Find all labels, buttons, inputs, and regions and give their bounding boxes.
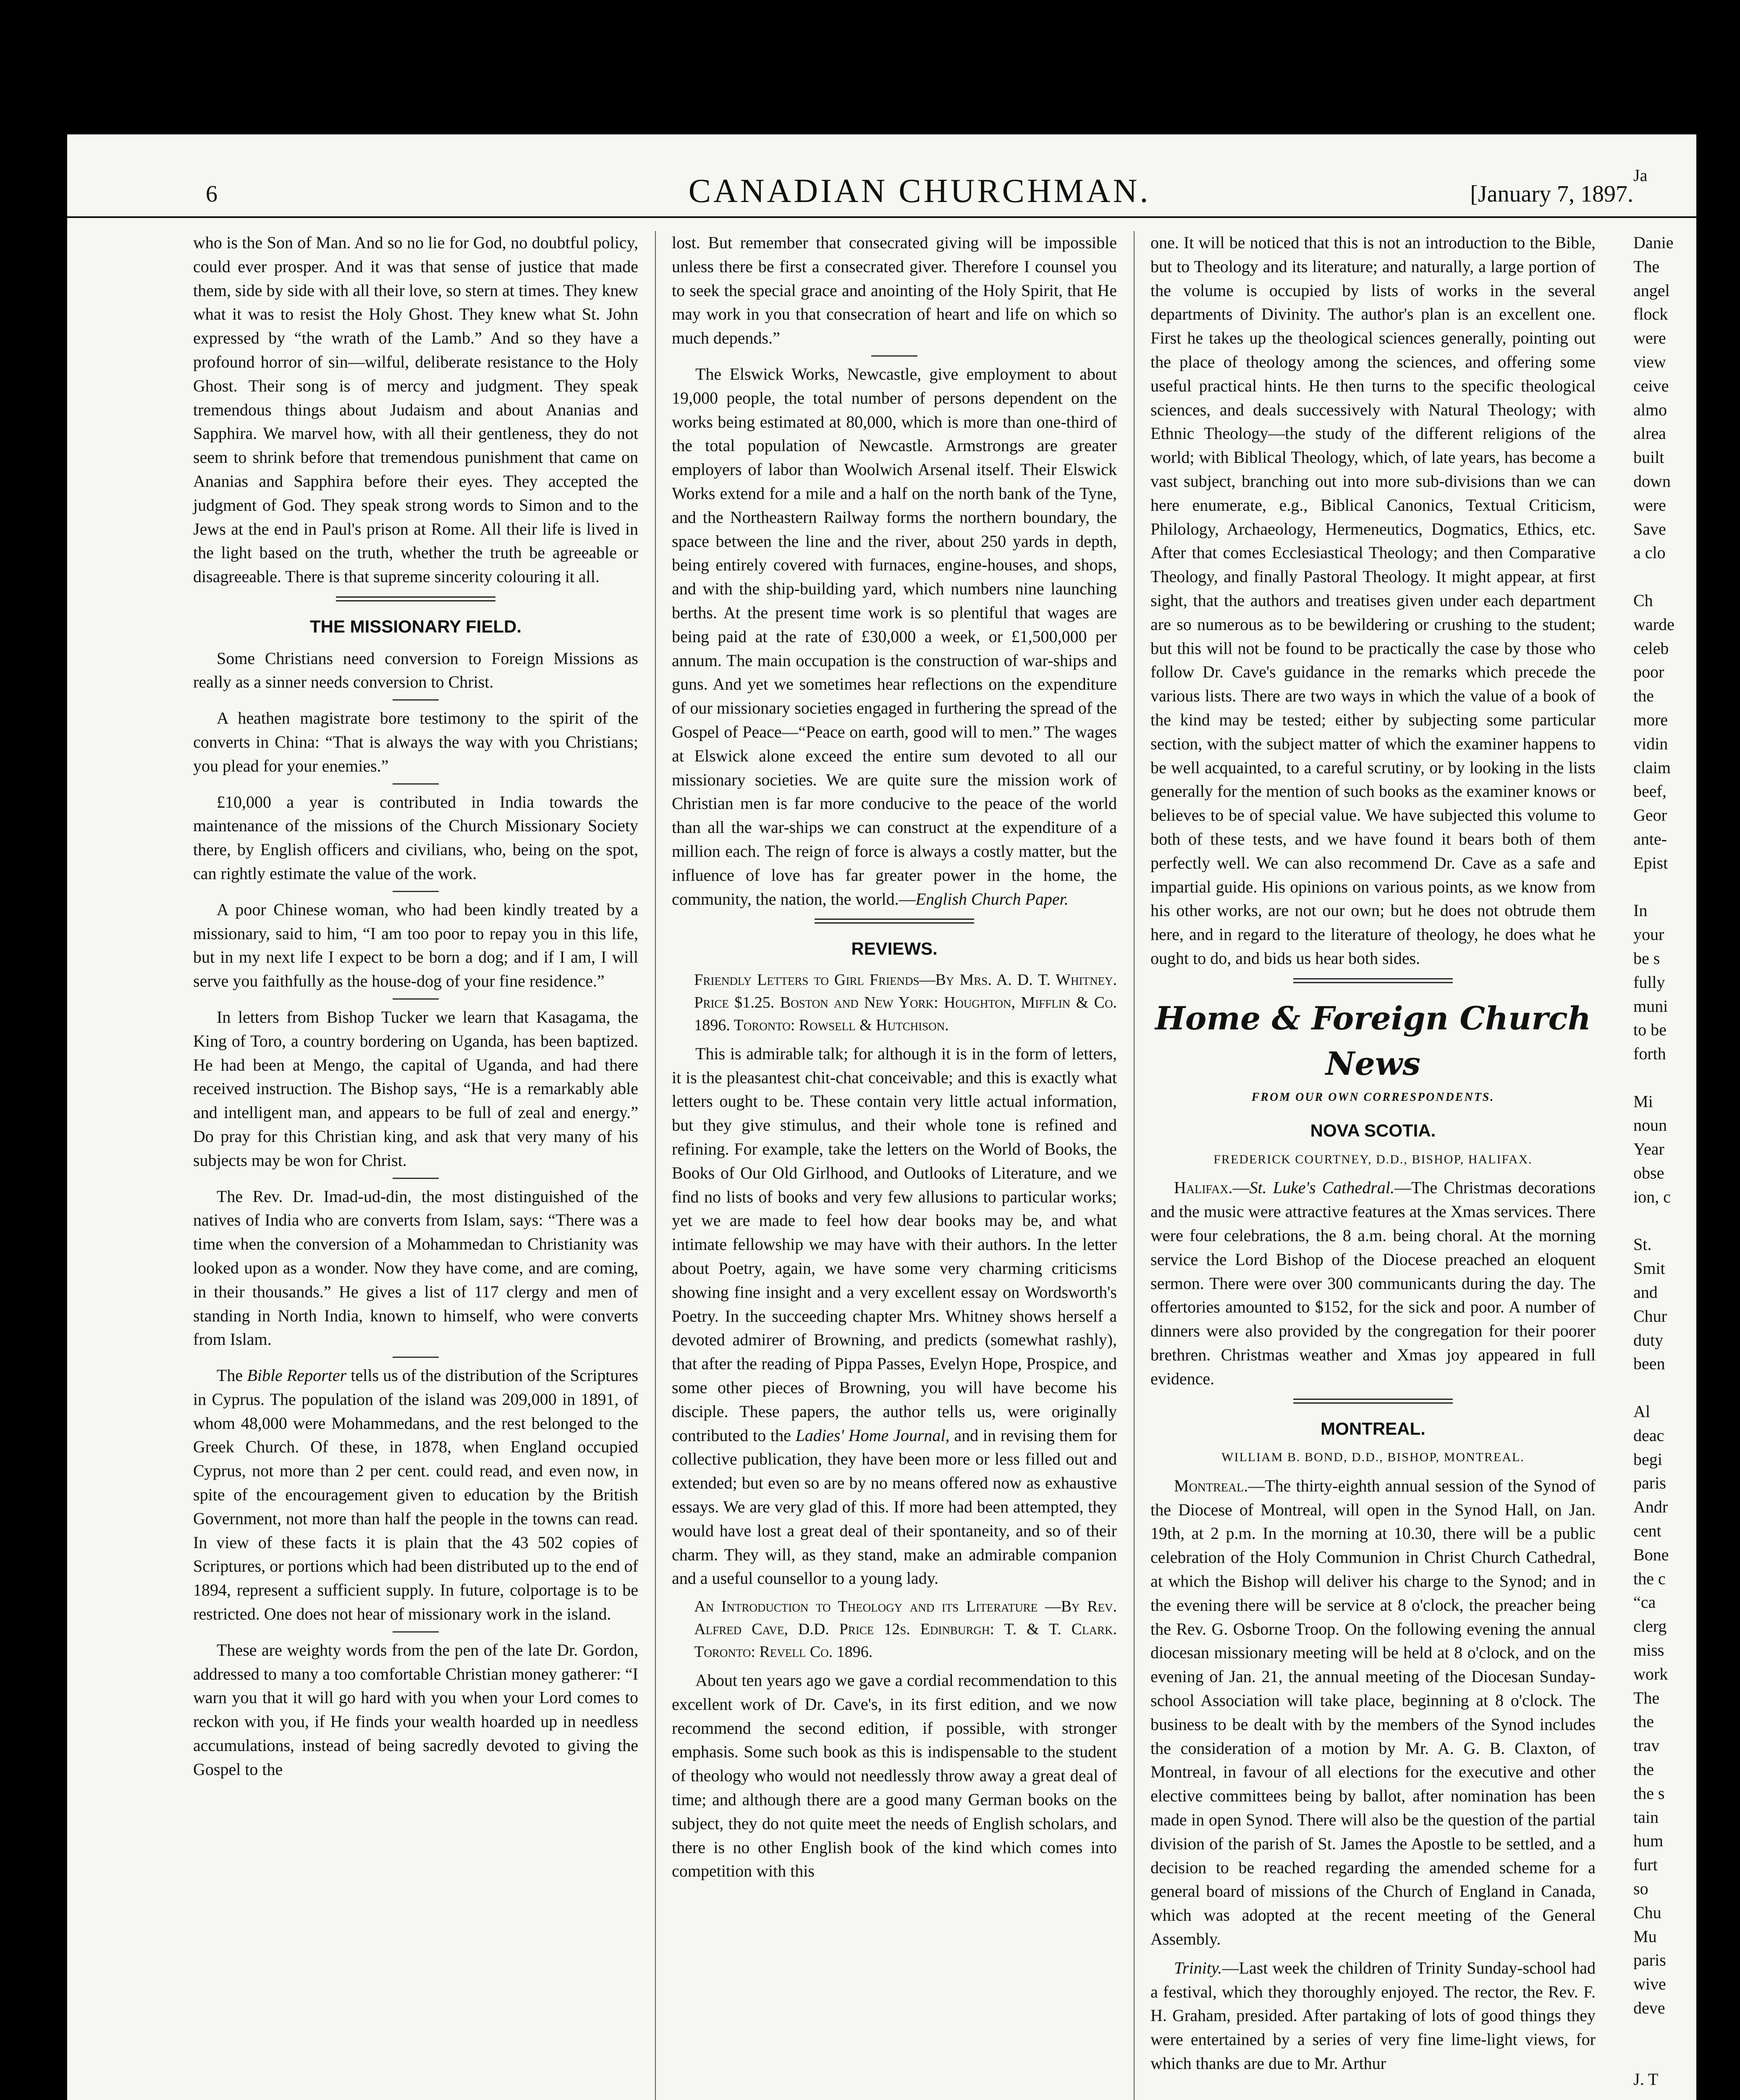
place-name: Halifax.: [1174, 1178, 1233, 1197]
edge-fragment: Geor: [1633, 806, 1667, 825]
diocese-heading-montreal: MONTREAL.: [1321, 1418, 1426, 1438]
edge-fragment: cent: [1633, 1521, 1661, 1541]
edge-fragment: Bone: [1633, 1545, 1669, 1564]
publication-title: Ladies' Home Journal: [795, 1425, 946, 1445]
edge-fragment: begi: [1633, 1449, 1662, 1469]
film-mark-2: [1556, 0, 1568, 50]
edge-fragment: [1633, 1376, 1717, 1400]
edge-fragment: work: [1633, 1664, 1668, 1683]
church-news-banner: Home & Foreign Church News: [1155, 999, 1591, 1082]
news-paragraph: [1150, 1956, 1596, 2076]
newspaper-title: CANADIAN CHURCHMAN.: [688, 173, 1151, 210]
edge-fragment: were: [1633, 495, 1666, 514]
item-divider: [393, 783, 439, 785]
edge-fragment: be s: [1633, 948, 1660, 968]
edge-fragment: wive: [1633, 1974, 1666, 1994]
bishop-line: WILLIAM B. BOND, D.D., BISHOP, MONTREAL.: [1221, 1450, 1525, 1465]
edge-fragment: [1633, 2044, 1717, 2068]
column-3: [1150, 231, 1596, 2100]
edge-fragment: Save: [1633, 519, 1666, 538]
edge-fragment: built: [1633, 448, 1664, 467]
newspaper-page: [67, 134, 1696, 2100]
edge-fragment: were: [1633, 328, 1666, 348]
item-divider: [393, 1357, 439, 1358]
edge-fragment: celeb: [1633, 638, 1669, 658]
masthead: [206, 164, 1633, 210]
missionary-item: £10,000 a year is contributed in India towards the maintenance of the missions of the Church Missionary Society there, by English officers and civilians, who, being on the spot, can rightly estimate the value of the work.: [193, 792, 638, 883]
edge-fragment: J. T: [1633, 2070, 1659, 2089]
edge-fragment: almo: [1633, 400, 1667, 419]
edge-fragment: so: [1633, 1879, 1648, 1898]
edge-fragment: the: [1633, 686, 1654, 706]
column-rule-right: [1134, 231, 1135, 2100]
section-heading-missionary-field: THE MISSIONARY FIELD.: [309, 616, 522, 636]
review-paragraph: [672, 1042, 1117, 1591]
edge-fragment: Andr: [1633, 1497, 1668, 1517]
place-name: Montreal.: [1174, 1476, 1248, 1495]
column-rule-left: [655, 231, 656, 2100]
missionary-item: In letters from Bishop Tucker we learn that Kasagama, the King of Toro, a country bordering on Uganda, has been baptized. He had been at Mengo, the capital of Uganda, and had there received instruction. The Bishop says, “He is a remarkably able and intelligent man, and appears to be full of zeal and energy.” Do pray for this Christian king, and ask that very many of his subjects may be won for Christ.: [193, 1007, 638, 1170]
missionary-item: A poor Chinese woman, who had been kindly treated by a missionary, said to him, “I am too poor to repay you in this life, but in my next life I expect to be born a dog; and if I am, I will serve you faithfully as the house-dog of your fine residence.”: [193, 900, 638, 991]
edge-fragment: the s: [1633, 1783, 1665, 1803]
edge-fragment: the c: [1633, 1569, 1666, 1588]
edge-fragment: [1633, 1209, 1717, 1233]
bishop-line: FREDERICK COURTNEY, D.D., BISHOP, HALIFAX.: [1213, 1152, 1533, 1166]
missionary-item: These are weighty words from the pen of the late Dr. Gordon, addressed to many a too comfortable Christian money gatherer: “I warn you that it will go hard with you when your Lord comes to reckon with you, if He finds your wealth hoarded up in needless accumulations, instead of being sacredly devoted to giving the Gospel to the: [193, 1640, 638, 1779]
review-paragraph: About ten years ago we gave a cordial recommendation to this excellent work of Dr. Cave's, in its first edition, and we now recommend the second edition, if possible, with stronger emphasis. Some such book as this is indispensable to the student of theology who would not needlessly throw away a great deal of time; and although there are a good many German books on the subject, they do not quite meet the needs of English scholars, and there is no other English book of the kind which comes into competition with this: [672, 1670, 1117, 1881]
edge-fragment: your: [1633, 925, 1664, 944]
edge-fragment: Al: [1633, 1402, 1650, 1421]
review-paragraph: one. It will be noticed that this is not an introduction to the Bible, but to Theology and its literature; and naturally, a large portion of the volume is occupied by lists of works in the several departments of Divinity. The author's plan is an excellent one. First he takes up the theological sciences generally, pointing out the place of theology among the sciences, and offering some useful practical hints. He then turns to the specific theological sciences, and deals successively with Natural Theology; with Ethnic Theology—the study of the different religions of the world; with Biblical Theology, which, of late years, has become a vast subject, branching out into more sub-divisions than we can here enumerate, e.g., Biblical Canonics, Textual Criticism, Philology, Archaeology, Hermeneutics, Dogmatics, Ethics, etc. After that comes Ecclesiastical Theology; and then Comparative Theology, and finally Pastoral Theology. It might appear, at first sight, that the authors and treatises given under each department are so numerous as to be bewildering or crushing to the student; but this will not be found to be practically the case by those who follow Dr. Cave's guidance in the remarks which precede the various lists. There are two ways in which the value of a book of the kind may be tested; either by subjecting some particular section, with the subject matter of which the examiner happens to be well acquainted, to a careful scrutiny, or by looking in the lists generally for the mention of such books as the examiner knows or believes to be of special value. We have subjected this volume to both of these tests, and we have found it bears both of them perfectly well. We can also recommend Dr. Cave as a safe and impartial guide. His opinions on various points, as we know from his other works, are not our own; but he does not obtrude them here, and in regard to the literature of theology, he does what he ought to do, and bids us hear both sides.: [1150, 233, 1596, 968]
text-run: The: [217, 1366, 247, 1385]
header-rule: [67, 216, 1696, 218]
edge-fragment: Mi: [1633, 1092, 1653, 1111]
edge-fragment: and: [1633, 1283, 1658, 1302]
edge-fragment: alrea: [1633, 424, 1666, 443]
section-divider: [336, 596, 495, 601]
edge-fragment: [1633, 2092, 1717, 2100]
edge-fragment: the: [1633, 1712, 1654, 1731]
edge-fragment: In: [1633, 901, 1648, 920]
text-run: —Last week the children of Trinity Sunday-school had a festival, which they thoroughly enjoyed. The rector, the Rev. F. H. Graham, presided. After partaking of lots of good things they were entertained by a series of very fine lime-light views, for which thanks are due to Mr. Arthur: [1150, 1958, 1596, 2073]
item-divider: [393, 998, 439, 1000]
item-divider: [393, 699, 439, 701]
edge-fragment: paris: [1633, 1950, 1666, 1970]
news-paragraph: [1150, 1474, 1596, 1951]
missionary-item: Some Christians need conversion to Foreign Missions as really as a sinner needs conversion to Christ.: [193, 648, 638, 692]
edge-fragment: ante-: [1633, 829, 1667, 848]
edge-fragment: [1633, 1066, 1717, 1090]
item-divider: [393, 891, 439, 892]
edge-fragment: “ca: [1633, 1593, 1656, 1612]
edge-fragment: a clo: [1633, 543, 1666, 562]
edge-fragment: fully: [1633, 972, 1665, 992]
page-number: 6: [206, 181, 218, 207]
place-name: Trinity.: [1174, 1958, 1222, 1977]
edge-fragment: flock: [1633, 304, 1668, 324]
edge-fragment: down: [1633, 471, 1671, 491]
edge-fragment: Epist: [1633, 853, 1668, 872]
missionary-item: The Rev. Dr. Imad-ud-din, the most distinguished of the natives of India who are converts from Islam, says: “There was a time when the conversion of a Mohammedan to Christianity was looked upon as a wonder. Now they have come, and are coming, in their thousands.” He gives a list of 117 clergy and men of standing in North India, known to himself, who were converts from Islam.: [193, 1186, 638, 1349]
text-run: —The thirty-eighth annual session of the Synod of the Diocese of Montreal, will open in the Synod Hall, on Jan. 19th, at 2 p.m. In the morning at 10.30, there will be a public celebration of the Holy Communion in Christ Church Cathedral, at which the Bishop will deliver his charge to the Synod; and in the evening there will be service at 8 o'clock, the preacher being the Rev. G. Osborne Troop. On the following evening the annual diocesan missionary meeting will be held at 8 o'clock, and on the evening of Jan. 21, the annual meeting of the Diocesan Sunday-school Association will take place, beginning at 8 o'clock. The business to be dealt with by the members of the Synod includes the consideration of a motion by Mr. A. G. B. Claxton, of Montreal, in favour of all elections for the executive and other elective committees being by ballot, after nomination has been made in open Synod. There will also be the question of the partial division of the parish of St. James the Apostle to be settled, and a decision to be reached regarding the amended scheme for a general board of missions of the Church of England in Canada, which was adopted at the recent meeting of the General Assembly.: [1150, 1476, 1596, 1949]
review-heading: Friendly Letters to Girl Friends—By Mrs. A. D. T. Whitney. Price $1.25. Boston and New York: Houghton, Mifflin & Co. 1896. Toronto: Rowsell & Hutchison.: [694, 971, 1117, 1034]
edge-fragment: muni: [1633, 996, 1668, 1016]
edge-fragment: duty: [1633, 1330, 1664, 1349]
review-heading: An Introduction to Theology and its Literature —By Rev. Alfred Cave, D.D. Price 12s. Edinburgh: T. & T. Clark. Toronto: Revell Co. 1896.: [694, 1598, 1117, 1661]
edge-fragment: Year: [1633, 1139, 1664, 1159]
source-attribution: English Church Paper.: [915, 889, 1069, 908]
edge-fragment: Ch: [1633, 591, 1653, 610]
edge-fragment: view: [1633, 352, 1666, 371]
text-run: —The Christmas decorations and the music were attractive features at the Xmas services. There were four celebrations, the 8 a.m. being choral. At the morning service the Lord Bishop of the Diocese preached an eloquent sermon. There were over 300 communicants during the day. The offertories amounted to $152, for the sick and poor. A number of dinners were also provided by the congregation for their poorer brethren. Christmas weather and Xmas joy appeared in full evidence.: [1150, 1178, 1596, 1388]
edge-fragment: The: [1633, 257, 1660, 276]
next-page-header-fragment: Ja: [1633, 166, 1648, 185]
text-run: tells us of the distribution of the Scriptures in Cyprus. The population of the island was 209,000 in 1891, of whom 48,000 were Mohammedans, and the rest belonged to the Greek Church. Of these, in 1878, when England occupied Cyprus, not more than 2 per cent. could read, and even now, in spite of the encouragement given to education by the British Government, not more than half the people in the towns can read. In view of these facts it is plain that the 43 502 copies of Scriptures, or portions which had been distributed up to the end of 1894, represent a sufficient supply. In future, colportage is to be restricted. One does not hear of missionary work in the island.: [193, 1366, 638, 1624]
edge-fragment: [1633, 2020, 1717, 2044]
edge-fragment: Chur: [1633, 1306, 1667, 1326]
correspondents-subtitle: FROM OUR OWN CORRESPONDENTS.: [1251, 1090, 1495, 1104]
edge-fragment: tain: [1633, 1807, 1659, 1827]
edge-fragment: more: [1633, 710, 1668, 729]
article-paragraph: who is the Son of Man. And so no lie for God, no doubtful policy, could ever prosper. And it was that sense of justice that made them, side by side with all their love, so stern at times. They knew what it was to resist the Holy Ghost. They knew what St. John expressed by “the wrath of the Lamb.” And so they have a profound horror of sin—wilful, deliberate resistance to the Holy Ghost. Their song is of mercy and judgment. They speak tremendous things about Judaism and about Ananias and Sapphira. We marvel how, with all their gentleness, they do not seem to shrink before that tremendous punishment that came on Ananias and Sapphira before their eyes. They accepted the judgment of God. They speak strong words to Simon and to the Jews at the end in Paul's prison at Rome. All their life is lived in the light based on the truth, whether the truth be agreeable or disagreeable. There is that supreme sincerity colouring it all.: [193, 233, 638, 586]
edge-fragment: miss: [1633, 1641, 1664, 1660]
news-paragraph: Halifax.—St. Luke's Cathedral.—The Christmas decorations and the music were attractive features at the Xmas services. There were four celebrations, the 8 a.m. being choral. At the morning service the Lord Bishop of the Diocese preached an eloquent sermon. There were over 300 communicants during the day. The offertories amounted to $152, for the sick and poor. A number of dinners were also provided by the congregation for their poorer brethren. Christmas weather and Xmas joy appeared in full evidence.: [1150, 1178, 1596, 1388]
publication-title: Bible Reporter: [247, 1366, 347, 1385]
item-divider: [393, 1178, 439, 1179]
section-divider: [1293, 1399, 1453, 1404]
edge-fragment: been: [1633, 1354, 1665, 1373]
next-page-edge: [1633, 166, 1717, 2100]
edge-fragment: [1633, 565, 1717, 589]
edge-fragment: obse: [1633, 1163, 1664, 1183]
edge-fragment: The: [1633, 1688, 1660, 1707]
edge-fragment: the: [1633, 1760, 1654, 1779]
edge-fragment: ceive: [1633, 376, 1669, 395]
article-paragraph: lost. But remember that consecrated giving will be impossible unless there be first a consecrated giver. Therefore I counsel you to seek the special grace and anointing of the Holy Spirit, that He may work in you that consecration of heart and life on which so much depends.”: [672, 233, 1117, 348]
section-divider: [815, 919, 974, 924]
edge-fragment: Danie: [1633, 233, 1674, 252]
edge-fragment: paris: [1633, 1473, 1666, 1493]
issue-date: [January 7, 1897.: [1470, 181, 1633, 207]
edge-fragment: deve: [1633, 1998, 1665, 2017]
church-name: St. Luke's Cathedral.: [1249, 1178, 1394, 1197]
edge-fragment: Smit: [1633, 1259, 1665, 1278]
edge-fragment: beef,: [1633, 782, 1667, 801]
edge-fragment: clerg: [1633, 1617, 1667, 1636]
text-run: The Elswick Works, Newcastle, give employment to about 19,000 people, the total number of persons dependent on the works being estimated at 80,000, which is more than one-third of the total population of Newcastle. Armstrongs are greater employers of labor than Woolwich Arsenal itself. Their Elswick Works extend for a mile and a half on the north bank of the Tyne, and the Northeastern Railway forms the northern boundary, the space between the line and the river, about 250 yards in depth, being entirely covered with furnaces, engine-houses, and shops, and with the ship-building yard, which numbers nine launching berths. At the present time work is so plentiful that wages are being paid at the rate of £30,000 a week, or £1,500,000 per annum. The main occupation is the construction of war-ships and guns. And yet we sometimes hear reflections on the expenditure of our missionary societies engaged in furthering the spread of the Gospel of Peace—“Peace on earth, good will to men.” The wages at Elswick alone exceed the entire sum devoted to all our missionary societies. We are quite sure the mission work of Christian men is far more conducive to the peace of the world than all the war-ships we can construct at the expenditure of a million each. The reign of force is always a costly matter, but the influence of love has far greater power in the home, the community, the nation, the world.—: [672, 364, 1117, 908]
missionary-item: A heathen magistrate bore testimony to the spirit of the converts in China: “That is always the way with you Christians; you plead for your enemies.”: [193, 709, 638, 775]
edge-fragment: St.: [1633, 1235, 1652, 1254]
film-mark-1: [1535, 0, 1547, 50]
edge-fragment: deac: [1633, 1425, 1664, 1445]
section-divider: [1293, 978, 1453, 983]
column-2: [672, 231, 1117, 2100]
column-1: [193, 231, 638, 2100]
edge-fragment: claim: [1633, 758, 1671, 777]
text-run: , and in revising them for collective publication, they have been more or less filled out and extended; but even so are by no means offered now as exhaustive essays. We are very glad of this. If more had been attempted, they would have lost a great deal of their spontaneity, and so of their charm. They will, as they stand, make an admirable companion and a useful counsellor to a young lady.: [672, 1425, 1117, 1588]
edge-fragment: noun: [1633, 1116, 1667, 1135]
edge-fragment: furt: [1633, 1855, 1658, 1874]
section-heading-reviews: REVIEWS.: [851, 939, 938, 959]
edge-fragment: warde: [1633, 614, 1674, 634]
edge-fragment: trav: [1633, 1736, 1660, 1755]
item-divider: [393, 1631, 439, 1633]
edge-fragment: forth: [1633, 1044, 1666, 1063]
text-run: This is admirable talk; for although it is in the form of letters, it is the pleasantest chit-chat conceivable; and this is exactly what letters ought to be. These contain very little actual information, but they give stimulus, and their whole tone is refined and refining. For example, take the letters on the World of Books, the Books of Our Old Girlhood, and Outlooks of Literature, and we find no lists of books and very few allusions to particular works; yet we are made to feel how dear books may be, and what intimate fellowship we may have with their authors. In the letter about Poetry, again, we have some very charming criticisms showing fine insight and a very excellent essay on Wordsworth's Poetry. In the succeeding chapter Mrs. Whitney shows herself a devoted admirer of Browning, and predicts (somewhat rashly), that after the reading of Pippa Passes, Evelyn Hope, Prospice, and some other pieces of Browning, you will have become his disciple. These papers, the author tells us, were originally contributed to the: [672, 1044, 1117, 1445]
edge-fragment: vidin: [1633, 734, 1668, 753]
edge-fragment: angel: [1633, 281, 1670, 300]
edge-fragment: to be: [1633, 1020, 1667, 1040]
article-paragraph: [672, 362, 1117, 911]
diocese-heading-nova-scotia: NOVA SCOTIA.: [1310, 1121, 1436, 1141]
edge-fragment: [1633, 875, 1717, 899]
edge-fragment: hum: [1633, 1831, 1664, 1851]
edge-fragment: Mu: [1633, 1927, 1657, 1946]
edge-fragment: ion, c: [1633, 1187, 1671, 1206]
missionary-item: [193, 1364, 638, 1626]
edge-fragment: poor: [1633, 662, 1664, 682]
item-divider: [871, 355, 917, 357]
edge-fragment: Chu: [1633, 1903, 1661, 1922]
next-page-text-fragments: [1633, 231, 1717, 2100]
